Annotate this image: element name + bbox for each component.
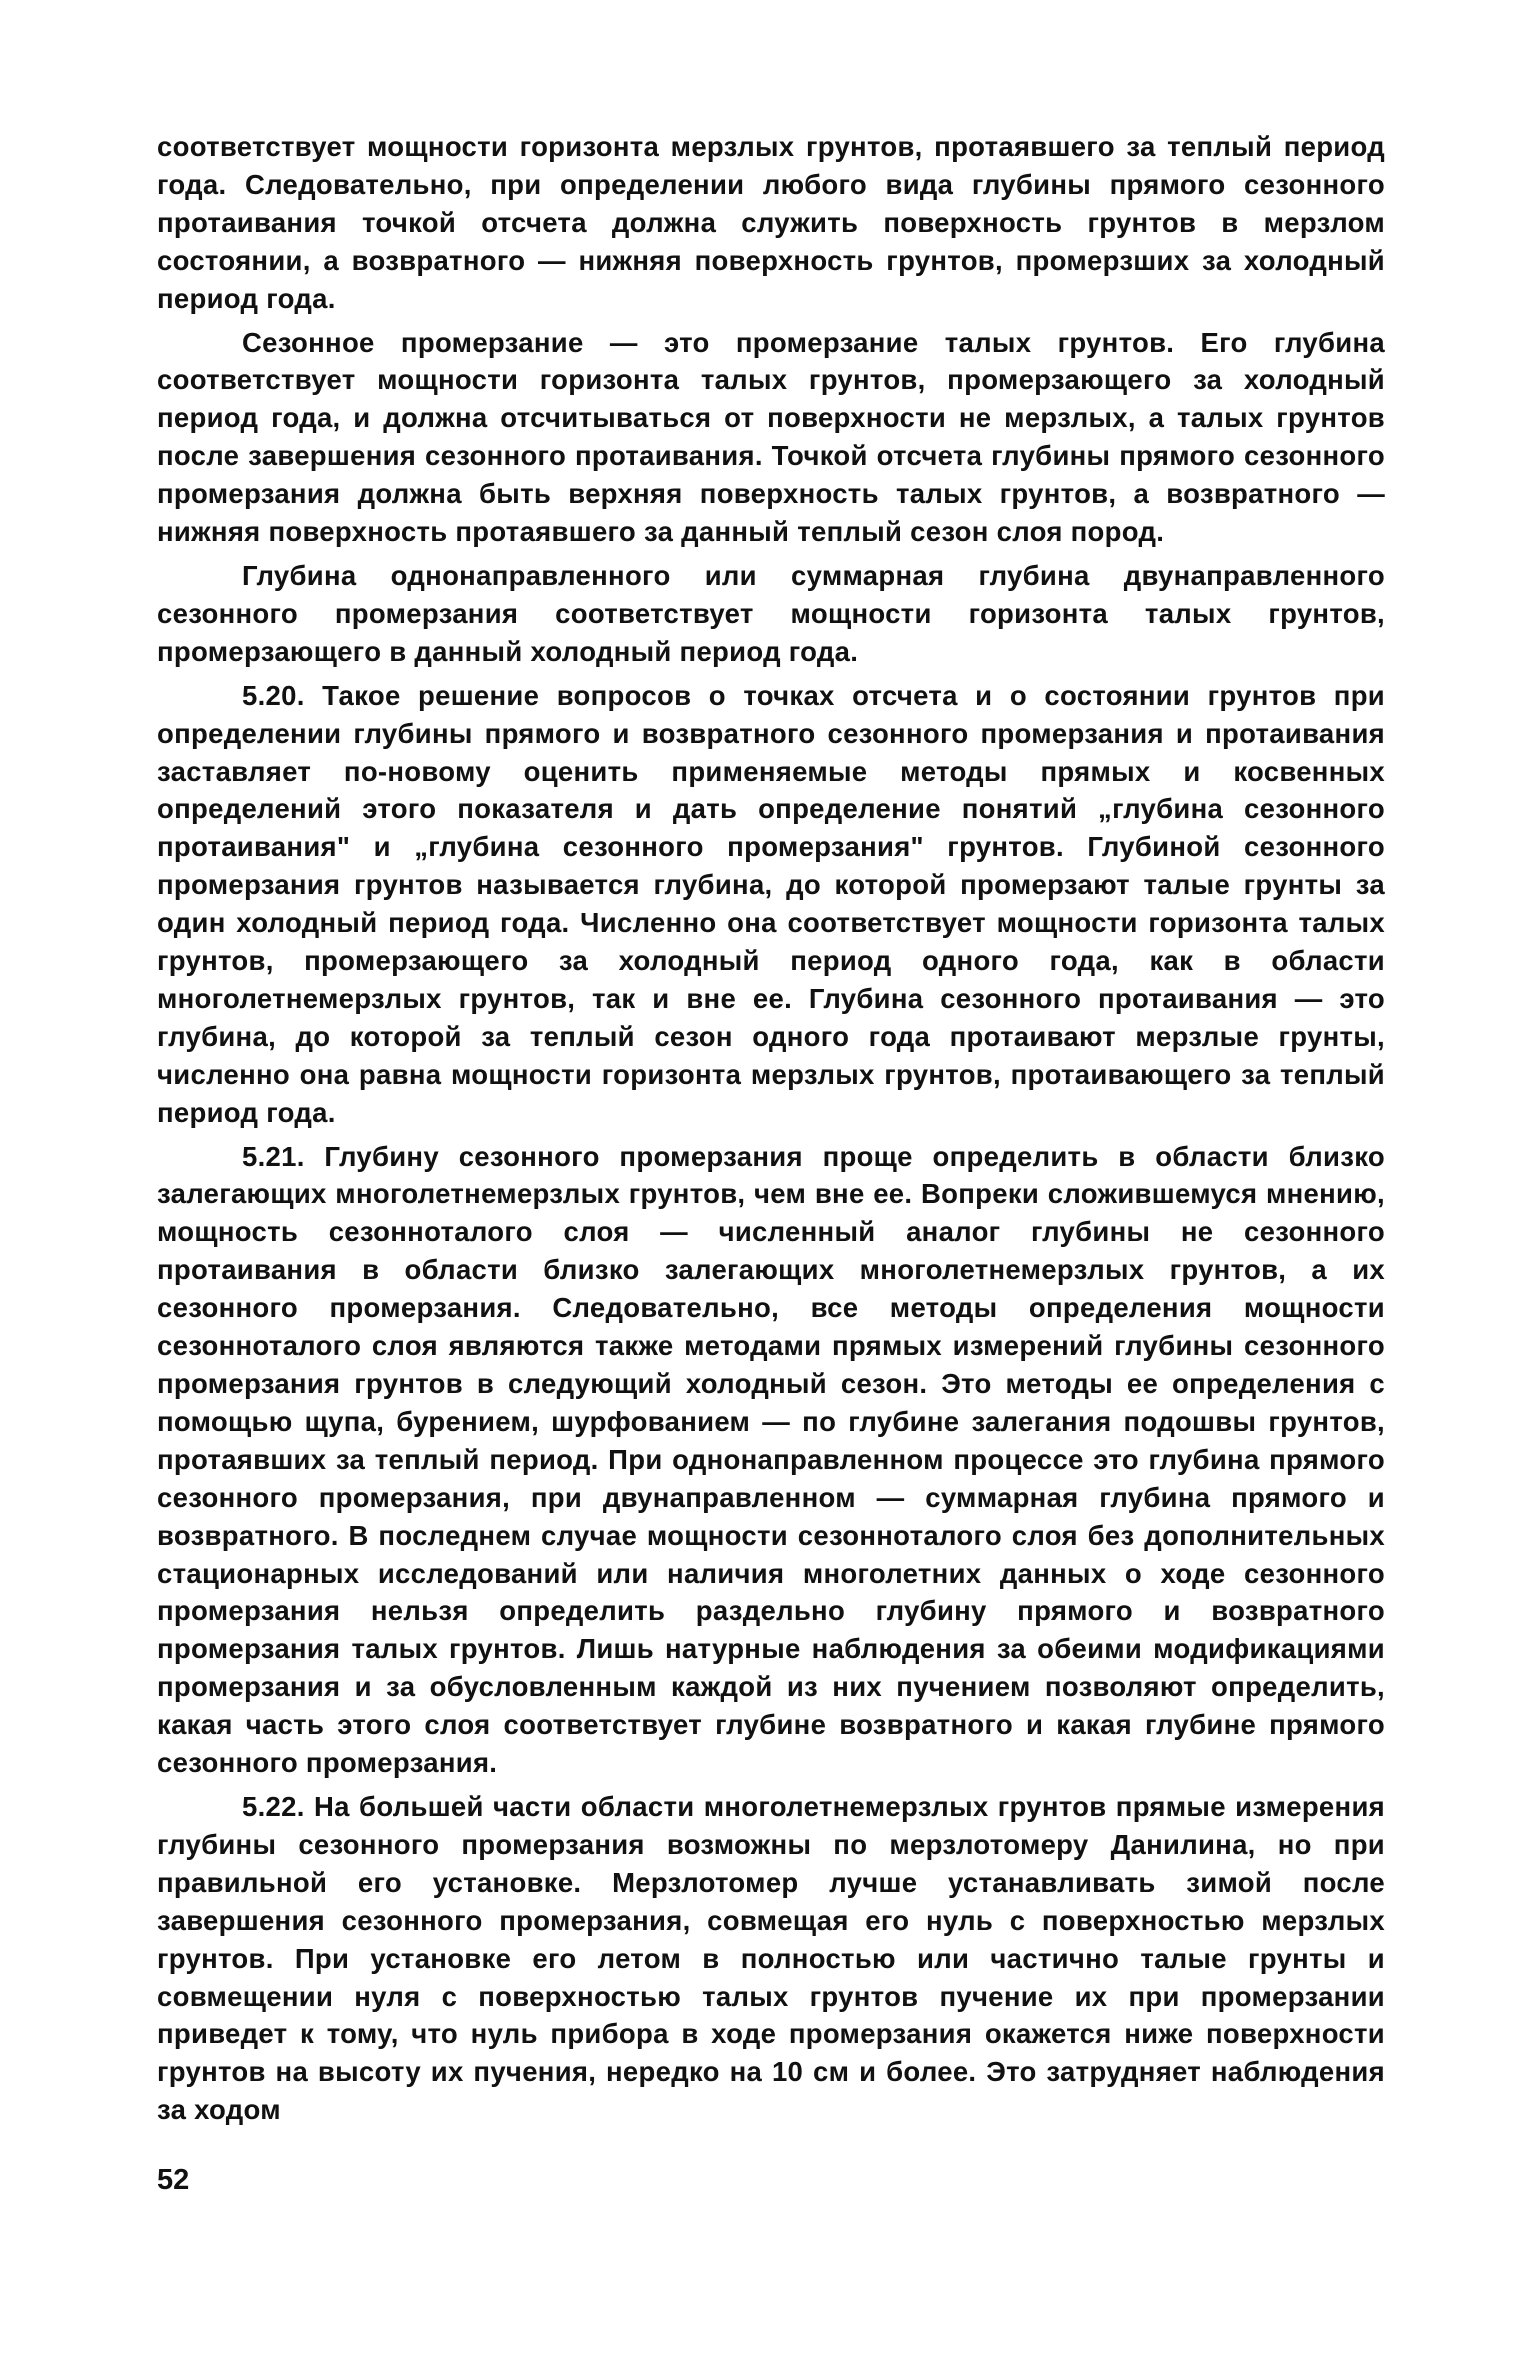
page-number: 52 xyxy=(157,2164,190,2196)
paragraph-seasonal-freezing: Сезонное промерзание — это промерзание талых грунтов. Его глубина соответствует мощности горизонта талых грунтов, промерзающего за холодный период года, и должна отсчитываться от поверхности не мерзлых, а талых грунтов после завершения сезонного протаивания. Точкой отсчета глубины прямого сезонного промерзания должна быть верхняя поверхность талых грунтов, а возвратного — нижняя поверхность протаявшего за данный теплый сезон слоя пород. xyxy=(157,326,1385,548)
paragraph-section-5-21: 5.21. Глубину сезонного промерзания проще определить в области близко залегающих многолетнемерзлых грунтов, чем вне ее. Вопреки сложившемуся мнению, мощность сезонноталого слоя — численный аналог глубины не сезонного протаивания в области близко залегающих многолетнемерзлых грунтов, а их сезонного промерзания. Следовательно, все методы определения мощности сезонноталого слоя являются также методами прямых измерений глубины сезонного промерзания грунтов в следующий холодный сезон. Это методы ее определения с помощью щупа, бурением, шурфованием — по глубине залегания подошвы грунтов, протаявших за теплый период. При однонаправленном процессе это глубина прямого сезонного промерзания, при двунаправленном — суммарная глубина прямого и возвратного. В последнем случае мощности сезонноталого слоя без дополнительных стационарных исследований или наличия многолетних данных о ходе сезонного промерзания нельзя определить раздельно глубину прямого и возвратного промерзания талых грунтов. Лишь натурные наблюдения за обеими модификациями промерзания и за обусловленным каждой из них пучением позволяют определить, какая часть этого слоя соответствует глубине возвратного и какая глубине прямого сезонного промерзания. xyxy=(157,1140,1385,1779)
paragraph-continuation: соответствует мощности горизонта мерзлых грунтов, протаявшего за теплый период года. Следовательно, при определении любого вида глубины прямого сезонного протаивания точкой отсчета должна служить поверхность грунтов в мерзлом состоянии, а возвратного — нижняя поверхность грунтов, промерзших за холодный период года. xyxy=(157,131,1385,314)
paragraph-freezing-depth: Глубина однонаправленного или суммарная глубина двунаправленного сезонного промерзания соответствует мощности горизонта талых грунтов, промерзающего в данный холодный период года. xyxy=(157,559,1385,667)
paragraph-section-5-20: 5.20. Такое решение вопросов о точках отсчета и о состоянии грунтов при определении глубины прямого и возвратного сезонного промерзания и протаивания заставляет по-новому оценить применяемые методы прямых и косвенных определений этого показателя и дать определение понятий „глубина сезонного протаивания" и „глубина сезонного промерзания" грунтов. Глубиной сезонного промерзания грунтов называется глубина, до которой промерзают талые грунты за один холодный период года. Численно она соответствует мощности горизонта талых грунтов, промерзающего за холодный период одного года, как в области многолетнемерзлых грунтов, так и вне ее. Глубина сезонного протаивания — это глубина, до которой за теплый сезон одного года протаивают мерзлые грунты, численно она равна мощности горизонта мерзлых грунтов, протаивающего за теплый период года. xyxy=(157,679,1385,1128)
paragraph-section-5-22: 5.22. На большей части области многолетнемерзлых грунтов прямые измерения глубины сезонного промерзания возможны по мерзлотомеру Данилина, но при правильной его установке. Мерзлотомер лучше устанавливать зимой после завершения сезонного промерзания, совмещая его нуль с поверхностью мерзлых грунтов. При установке его летом в полностью или частично талые грунты и совмещении нуля с поверхностью талых грунтов пучение их при промерзании приведет к тому, что нуль прибора в ходе промерзания окажется ниже поверхности грунтов на высоту их пучения, нередко на 10 см и более. Это затрудняет наблюдения за ходом xyxy=(157,1790,1385,2126)
body-text xyxy=(157,128,1385,2129)
